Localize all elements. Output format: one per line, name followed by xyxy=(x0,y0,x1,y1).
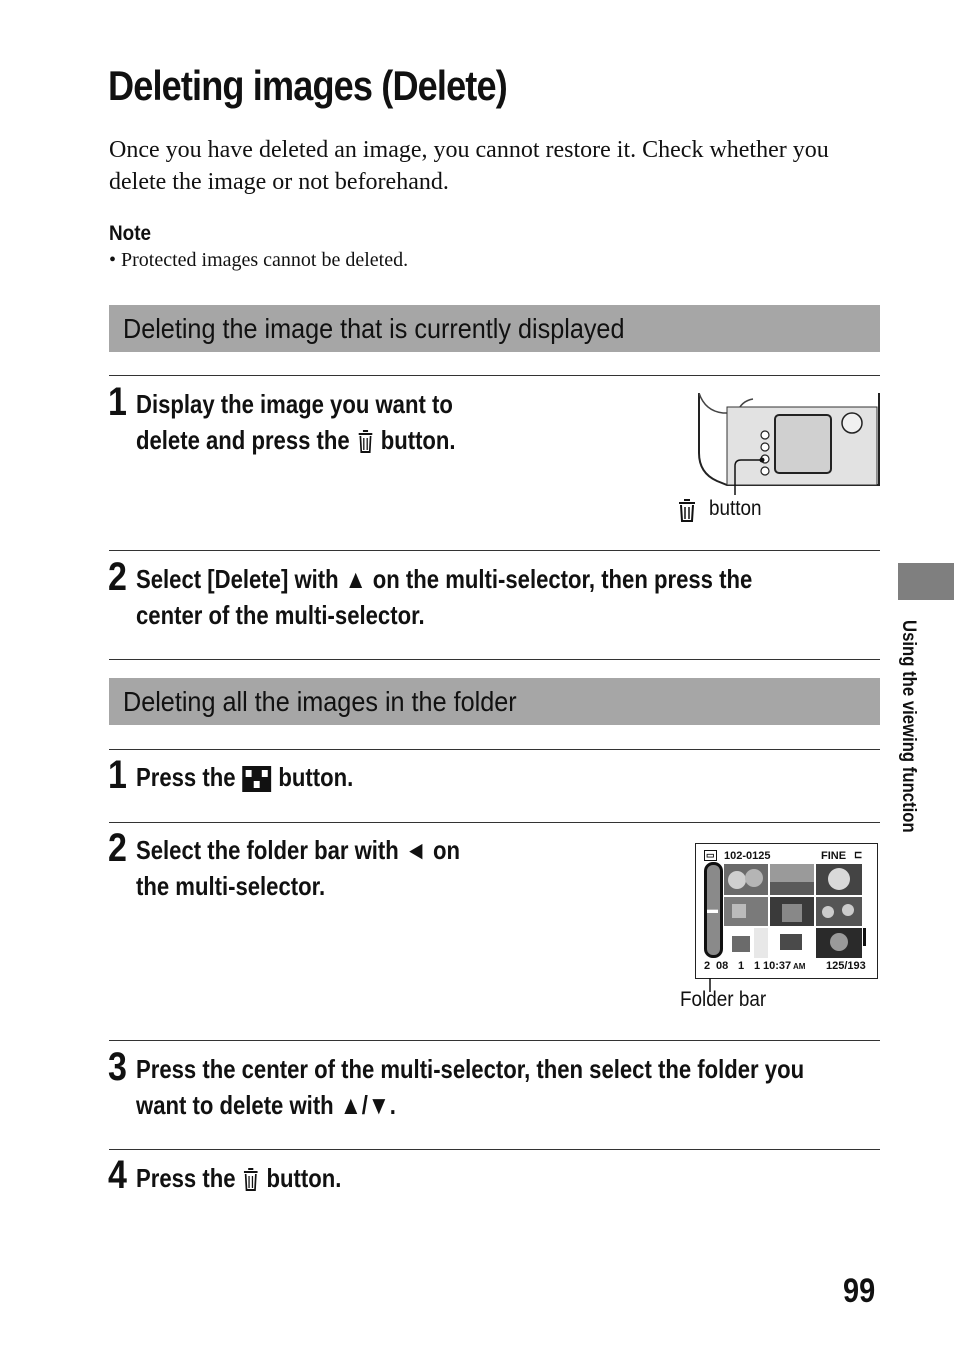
divider xyxy=(109,1149,880,1150)
step-line: want to delete with ▲/▼. xyxy=(136,1090,396,1120)
step-number: 2 xyxy=(108,826,127,870)
step-line: Display the image you want to xyxy=(136,389,453,419)
step-number: 1 xyxy=(108,380,127,424)
date-digit: 2 xyxy=(704,960,711,972)
step-number: 2 xyxy=(108,555,127,599)
folder-bar-caption: Folder bar xyxy=(680,988,767,1011)
section-heading-text: Deleting the image that is currently displayed xyxy=(123,313,625,344)
section-heading-text: Deleting all the images in the folder xyxy=(123,686,517,717)
time: 10:37 xyxy=(763,960,792,972)
step-text-part: Press the xyxy=(136,762,236,792)
step-line xyxy=(136,422,456,458)
divider xyxy=(109,550,880,551)
note-label: Note xyxy=(109,222,152,245)
step-line: the multi-selector. xyxy=(136,871,326,901)
step-number: 3 xyxy=(108,1045,127,1089)
chapter-label xyxy=(887,620,927,896)
folder-number: 102-0125 xyxy=(724,850,771,862)
step-text-part: Press the xyxy=(136,1163,236,1193)
step-text-part: button. xyxy=(380,425,456,455)
image-count: 125/193 xyxy=(826,960,866,972)
trash-icon xyxy=(242,1167,261,1193)
note-text: • Protected images cannot be deleted. xyxy=(109,249,409,271)
step-line: center of the multi-selector. xyxy=(136,600,425,630)
chapter-label-text: Using the viewing function xyxy=(898,620,919,833)
step-line: Select [Delete] with ▲ on the multi-selector, then press the xyxy=(136,564,753,594)
quality-label: FINE xyxy=(821,850,847,862)
step-2-text xyxy=(136,561,752,633)
card-icon: ⊏ xyxy=(854,850,863,861)
am-pm: AM xyxy=(793,962,806,971)
step-1-text xyxy=(136,386,456,458)
date-month: 1 xyxy=(738,960,745,972)
scroll-indicator xyxy=(863,928,866,946)
section-heading-current-image xyxy=(109,305,880,352)
step-3-text xyxy=(136,1051,804,1123)
button-caption: button xyxy=(709,497,762,520)
trash-icon xyxy=(356,429,375,455)
page-title: Deleting images (Delete) xyxy=(108,62,507,109)
date-year: 08 xyxy=(716,960,729,972)
step-2-text xyxy=(136,832,460,904)
date-day: 1 xyxy=(754,960,761,972)
divider xyxy=(109,659,880,660)
chapter-tab xyxy=(898,563,954,600)
folder-bar-icon: ▬ xyxy=(707,904,718,916)
page-number: 99 xyxy=(843,1272,876,1310)
step-text-part: delete and press the xyxy=(136,425,350,455)
folder-icon: ▭ xyxy=(706,850,715,860)
step-1-text xyxy=(136,759,353,795)
step-text-part: button. xyxy=(266,1163,342,1193)
trash-icon xyxy=(676,498,698,524)
step-line: Press the center of the multi-selector, then select the folder you xyxy=(136,1054,805,1084)
step-line: Select the folder bar with ◄ on xyxy=(136,835,460,865)
step-number: 4 xyxy=(108,1153,127,1197)
step-number: 1 xyxy=(108,753,127,797)
camera-back-illustration xyxy=(697,393,881,495)
lcd-index-screen xyxy=(695,843,878,979)
step-4-text xyxy=(136,1160,341,1196)
divider xyxy=(109,375,880,376)
intro-paragraph: Once you have deleted an image, you cannot restore it. Check whether you delete the image or not beforehand. xyxy=(109,137,829,195)
thumbnail-grid xyxy=(724,864,862,958)
index-grid-icon xyxy=(242,765,273,793)
section-heading-folder xyxy=(109,678,880,725)
divider xyxy=(109,1040,880,1041)
step-text-part: button. xyxy=(278,762,354,792)
divider xyxy=(109,749,880,750)
divider xyxy=(109,822,880,823)
